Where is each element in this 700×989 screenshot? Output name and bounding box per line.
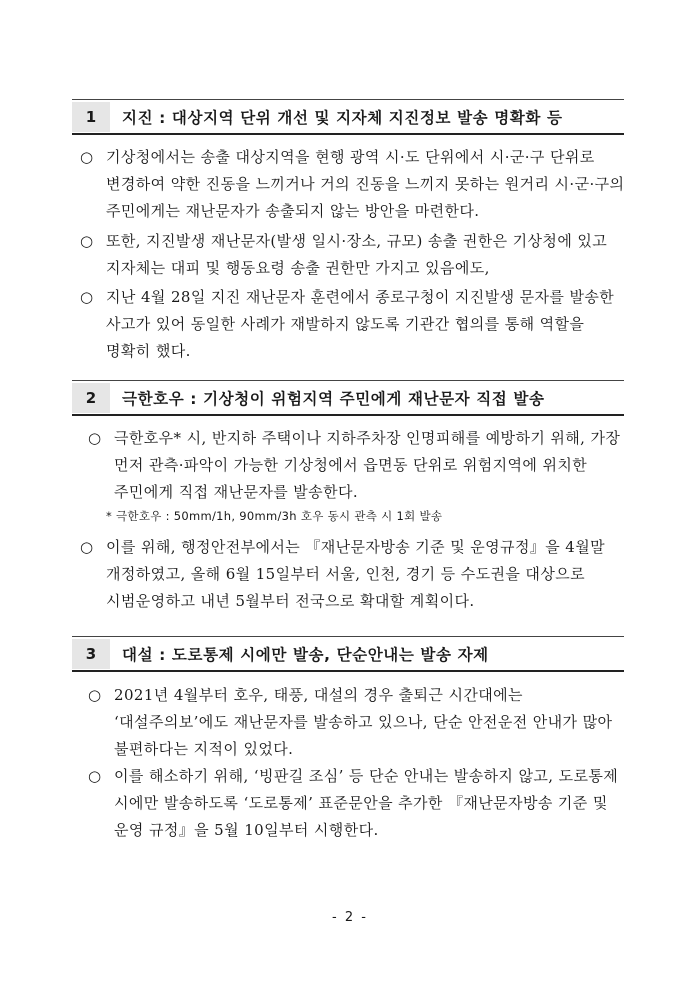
paragraph [88, 425, 626, 506]
paragraph [80, 144, 626, 225]
paragraph-text: 2021년 4월부터 호우, 태풍, 대설의 경우 출퇴근 시간대에는 ‘대설주의보’에도 재난문자를 발송하고 있으나, 단순 안전운전 안내가 많아 불편하다는 지적이 있었다. [114, 686, 613, 758]
section-header [72, 102, 624, 132]
header-bottom-rule [72, 414, 624, 416]
section-1 [72, 102, 624, 132]
circle-bullet-icon: ○ [88, 767, 102, 785]
header-top-rule [72, 99, 624, 100]
footnote: * 극한호우 : 50mm/1h, 90mm/3h 호우 동시 관측 시 1회 발송 [106, 509, 443, 523]
circle-bullet-icon: ○ [80, 538, 94, 556]
paragraph-text: 이를 위해, 행정안전부에서는 『재난문자방송 기준 및 운영규정』을 4월말 개정하였고, 올해 6월 15일부터 서울, 인천, 경기 등 수도권을 대상으로 시범운영하고 내년 5월부터 전국으로 확대할 계획이다. [106, 538, 606, 610]
section-header [72, 383, 624, 413]
header-bottom-rule [72, 133, 624, 135]
section-header [72, 639, 624, 669]
header-top-rule [72, 380, 624, 381]
section-number: 3 [72, 639, 110, 669]
circle-bullet-icon: ○ [88, 429, 102, 447]
circle-bullet-icon: ○ [80, 148, 94, 166]
section-number: 2 [72, 383, 110, 413]
paragraph [80, 228, 626, 282]
paragraph [88, 763, 626, 844]
section-3 [72, 639, 624, 669]
paragraph-text: 이를 해소하기 위해, ‘빙판길 조심’ 등 단순 안내는 발송하지 않고, 도로통제 시에만 발송하도록 ‘도로통제’ 표준문안을 추가한 『재난문자방송 기준 및 운영 규정』을 5월 10일부터 시행한다. [114, 767, 619, 839]
paragraph-text: 극한호우* 시, 반지하 주택이나 지하주차장 인명피해를 예방하기 위해, 가장 먼저 관측·파악이 가능한 기상청에서 읍면동 단위로 위험지역에 위치한 주민에게 직접 재난문자를 발송한다. [114, 429, 621, 501]
section-title: 지진 : 대상지역 단위 개선 및 지자체 지진정보 발송 명확화 등 [122, 109, 563, 127]
header-top-rule [72, 636, 624, 637]
paragraph-text: 또한, 지진발생 재난문자(발생 일시·장소, 규모) 송출 권한은 기상청에 있고 지자체는 대피 및 행동요령 송출 권한만 가지고 있음에도, [106, 232, 608, 277]
page-number: - 2 - [332, 910, 368, 925]
circle-bullet-icon: ○ [88, 686, 102, 704]
section-title: 극한호우 : 기상청이 위험지역 주민에게 재난문자 직접 발송 [122, 390, 545, 408]
section-number: 1 [72, 102, 110, 132]
circle-bullet-icon: ○ [80, 232, 94, 250]
paragraph-text: 기상청에서는 송출 대상지역을 현행 광역 시·도 단위에서 시·군·구 단위로 변경하여 약한 진동을 느끼거나 거의 진동을 느끼지 못하는 원거리 시·군·구의 주민에게는 재난문자가 송출되지 않는 방안을 마련한다. [106, 148, 625, 220]
section-title: 대설 : 도로통제 시에만 발송, 단순안내는 발송 자제 [122, 646, 489, 664]
section-2 [72, 383, 624, 413]
paragraph [80, 534, 626, 615]
circle-bullet-icon: ○ [80, 288, 94, 306]
header-bottom-rule [72, 670, 624, 672]
paragraph [80, 284, 626, 365]
paragraph-text: 지난 4월 28일 지진 재난문자 훈련에서 종로구청이 지진발생 문자를 발송한 사고가 있어 동일한 사례가 재발하지 않도록 기관간 협의를 통해 역할을 명확히 했다. [106, 288, 615, 360]
paragraph [88, 682, 626, 763]
